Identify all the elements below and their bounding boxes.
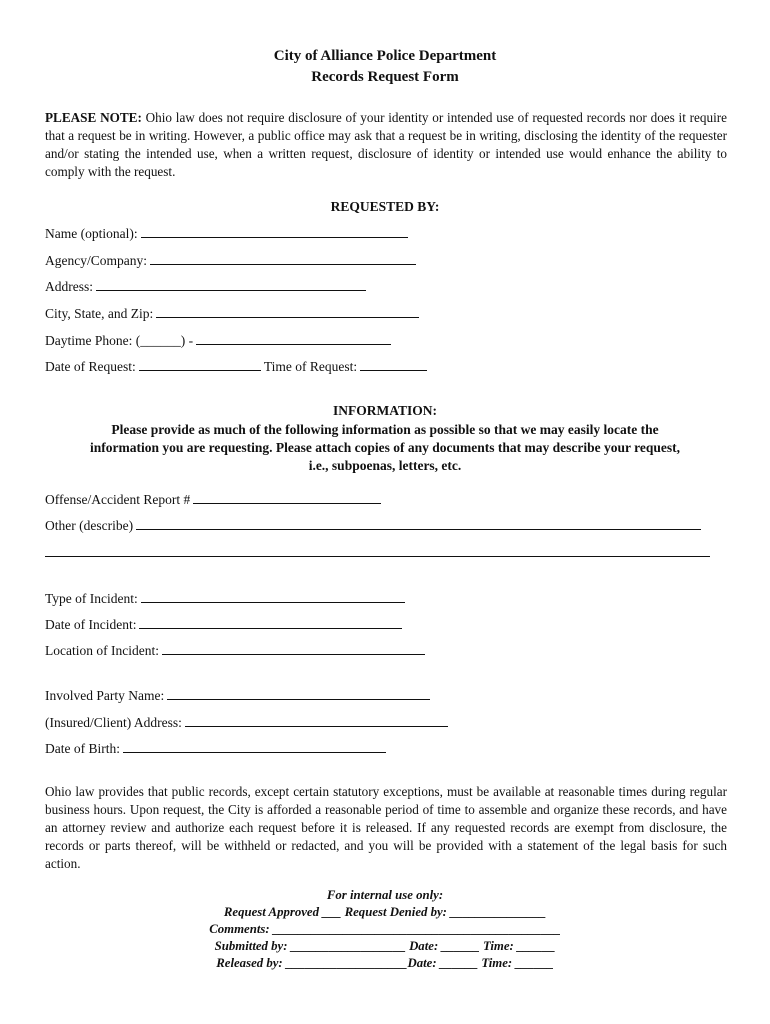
name-field[interactable] — [45, 225, 408, 242]
submitted-by-line: Submitted by: __________________ Date: ______ Time: ______ — [214, 939, 556, 953]
address-label: Address: — [45, 279, 93, 294]
request-approved-denied-line: Request Approved ___ Request Denied by: _______________ — [223, 905, 547, 919]
daytime-phone-line[interactable] — [196, 332, 391, 345]
other-describe-line2[interactable] — [45, 544, 710, 557]
please-note-text: Ohio law does not require disclosure of your identity or intended use of requested records nor does it require that a request be in writing. However, a public office may ask that a request be in writing, disclosing the identity of the requester and/or stating the intended use, when a written request, disclosure of identity or intended use would enhance the ability to comply with the request. — [45, 110, 727, 179]
address-line[interactable] — [96, 278, 366, 291]
time-of-request-label: Time of Request: — [263, 359, 358, 374]
please-note-label: PLEASE NOTE: — [45, 110, 142, 125]
other-describe-field[interactable] — [45, 517, 701, 534]
report-number-line[interactable] — [193, 491, 381, 504]
date-time-request-field[interactable] — [45, 358, 427, 375]
client-address-field[interactable] — [45, 714, 448, 731]
date-of-request-label: Date of Request: — [45, 359, 136, 374]
city-state-zip-label: City, State, and Zip: — [45, 306, 154, 321]
involved-party-line[interactable] — [167, 687, 430, 700]
involved-party-label: Involved Party Name: — [45, 688, 165, 703]
name-line[interactable] — [141, 225, 408, 238]
form-title-line2: Records Request Form — [311, 69, 459, 85]
type-of-incident-line[interactable] — [141, 590, 405, 603]
information-instructions-line1: Please provide as much of the following information as possible so that we may easily locate the — [111, 422, 659, 437]
daytime-phone-label: Daytime Phone: (______) - — [45, 333, 194, 348]
other-describe-label: Other (describe) — [45, 518, 134, 533]
report-number-field[interactable] — [45, 491, 381, 508]
date-of-birth-label: Date of Birth: — [45, 741, 120, 756]
date-of-incident-label: Date of Incident: — [45, 617, 137, 632]
requested-by-heading: REQUESTED BY: — [330, 199, 440, 214]
information-instructions-line2: information you are requesting. Please attach copies of any documents that may describe your request, — [90, 440, 680, 455]
time-of-request-line[interactable] — [360, 358, 427, 371]
public-records-law-paragraph: Ohio law provides that public records, except certain statutory exceptions, must be available at reasonable times during regular business hours. Upon request, the City is afforded a reasonable period of time to assemble and organize these records, and have an attorney review and authorize each request before it is released. If any requested records are exempt from disclosure, the records or parts thereof, will be withheld or redacted, and you will be provided with a statement of the legal basis for such action. — [45, 784, 727, 871]
location-of-incident-label: Location of Incident: — [45, 643, 159, 658]
type-of-incident-field[interactable] — [45, 590, 405, 607]
date-of-request-line[interactable] — [139, 358, 261, 371]
client-address-line[interactable] — [185, 714, 448, 727]
agency-label: Agency/Company: — [45, 253, 147, 268]
comments-line: Comments: _____________________________________________ — [209, 922, 561, 936]
city-state-zip-line[interactable] — [156, 305, 419, 318]
daytime-phone-field[interactable] — [45, 332, 391, 349]
agency-field[interactable] — [45, 252, 416, 269]
location-of-incident-line[interactable] — [162, 642, 425, 655]
released-by-line: Released by: ___________________Date: ______ Time: ______ — [216, 956, 554, 970]
name-label: Name (optional): — [45, 226, 138, 241]
please-note-paragraph — [45, 109, 727, 181]
agency-line[interactable] — [150, 252, 416, 265]
information-heading: INFORMATION: — [333, 403, 437, 418]
date-of-birth-line[interactable] — [123, 740, 386, 753]
information-instructions-line3: i.e., subpoenas, letters, etc. — [308, 458, 462, 473]
type-of-incident-label: Type of Incident: — [45, 591, 138, 606]
date-of-incident-field[interactable] — [45, 616, 402, 633]
report-number-label: Offense/Accident Report # — [45, 492, 191, 507]
client-address-label: (Insured/Client) Address: — [45, 715, 182, 730]
location-of-incident-field[interactable] — [45, 642, 425, 659]
address-field[interactable] — [45, 278, 366, 295]
other-describe-line[interactable] — [136, 517, 701, 530]
date-of-incident-line[interactable] — [139, 616, 402, 629]
date-of-birth-field[interactable] — [45, 740, 386, 757]
involved-party-field[interactable] — [45, 687, 430, 704]
internal-use-heading: For internal use only: — [326, 888, 444, 902]
form-title-line1: City of Alliance Police Department — [273, 48, 497, 64]
city-state-zip-field[interactable] — [45, 305, 419, 322]
